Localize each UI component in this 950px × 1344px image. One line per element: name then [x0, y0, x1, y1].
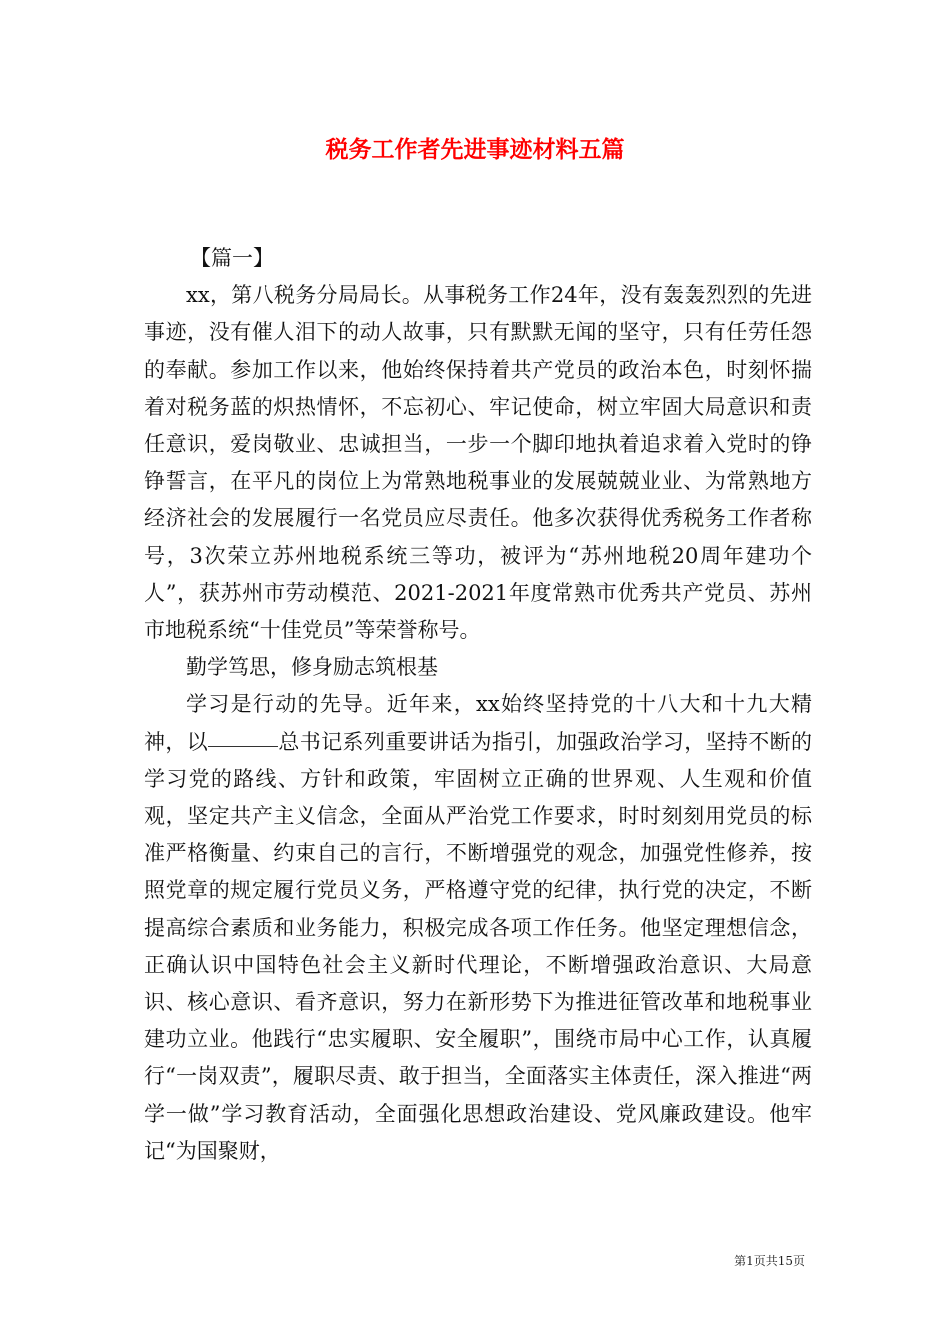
- page-number-footer: 第1页共15页: [734, 1254, 805, 1268]
- paragraph-2: [144, 686, 812, 1170]
- redacted-name-blank: [208, 745, 278, 747]
- subheading-1: 勤学笃思，修身励志筑根基: [186, 655, 438, 680]
- paragraph-1: xx，第八税务分局局长。从事税务工作24年，没有轰轰烈烈的先进事迹，没有催人泪下的动人故事，只有默默无闻的坚守，只有任劳任怨的奉献。参加工作以来，他始终保持着共产党员的政治本色，时刻怀揣着对税务蓝的炽热情怀，不忘初心、牢记使命，树立牢固大局意识和责任意识，爱岗敬业、忠诚担当，一步一个脚印地执着追求着入党时的铮铮誓言，在平凡的岗位上为常熟地税事业的发展兢兢业业、为常熟地方经济社会的发展履行一名党员应尽责任。他多次获得优秀税务工作者称号，3次荣立苏州地税系统三等功，被评为“苏州地税20周年建功个人”，获苏州市劳动模范、2021-2021年度常熟市优秀共产党员、苏州市地税系统“十佳党员”等荣誉称号。: [144, 283, 812, 643]
- paragraph-2-part-2: 总书记系列重要讲话为指引，加强政治学习，坚持不断的学习党的路线、方针和政策，牢固树立正确的世界观、人生观和价值观，坚定共产主义信念，全面从严治党工作要求，时时刻刻用党员的标准严格衡量、约束自己的言行，不断增强党的观念，加强党性修养，按照党章的规定履行党员义务，严格遵守党的纪律，执行党的决定，不断提高综合素质和业务能力，积极完成各项工作任务。他坚定理想信念，正确认识中国特色社会主义新时代理论，不断增强政治意识、大局意识、核心意识、看齐意识，努力在新形势下为推进征管改革和地税事业建功立业。他践行“忠实履职、安全履职”，围绕市局中心工作，认真履行“一岗双责”，履职尽责、敢于担当，全面落实主体责任，深入推进“两学一做”学习教育活动，全面强化思想政治建设、党风廉政建设。他牢记“为国聚财，: [144, 729, 813, 1163]
- document-title: 税务工作者先进事迹材料五篇: [325, 136, 625, 163]
- document-body: [144, 240, 812, 1170]
- section-label: 【篇一】: [190, 246, 274, 270]
- paragraph-2-part-1: 学习是行动的先导。近年来，xx始终坚持党的十八大和十九大精神，以: [144, 692, 812, 754]
